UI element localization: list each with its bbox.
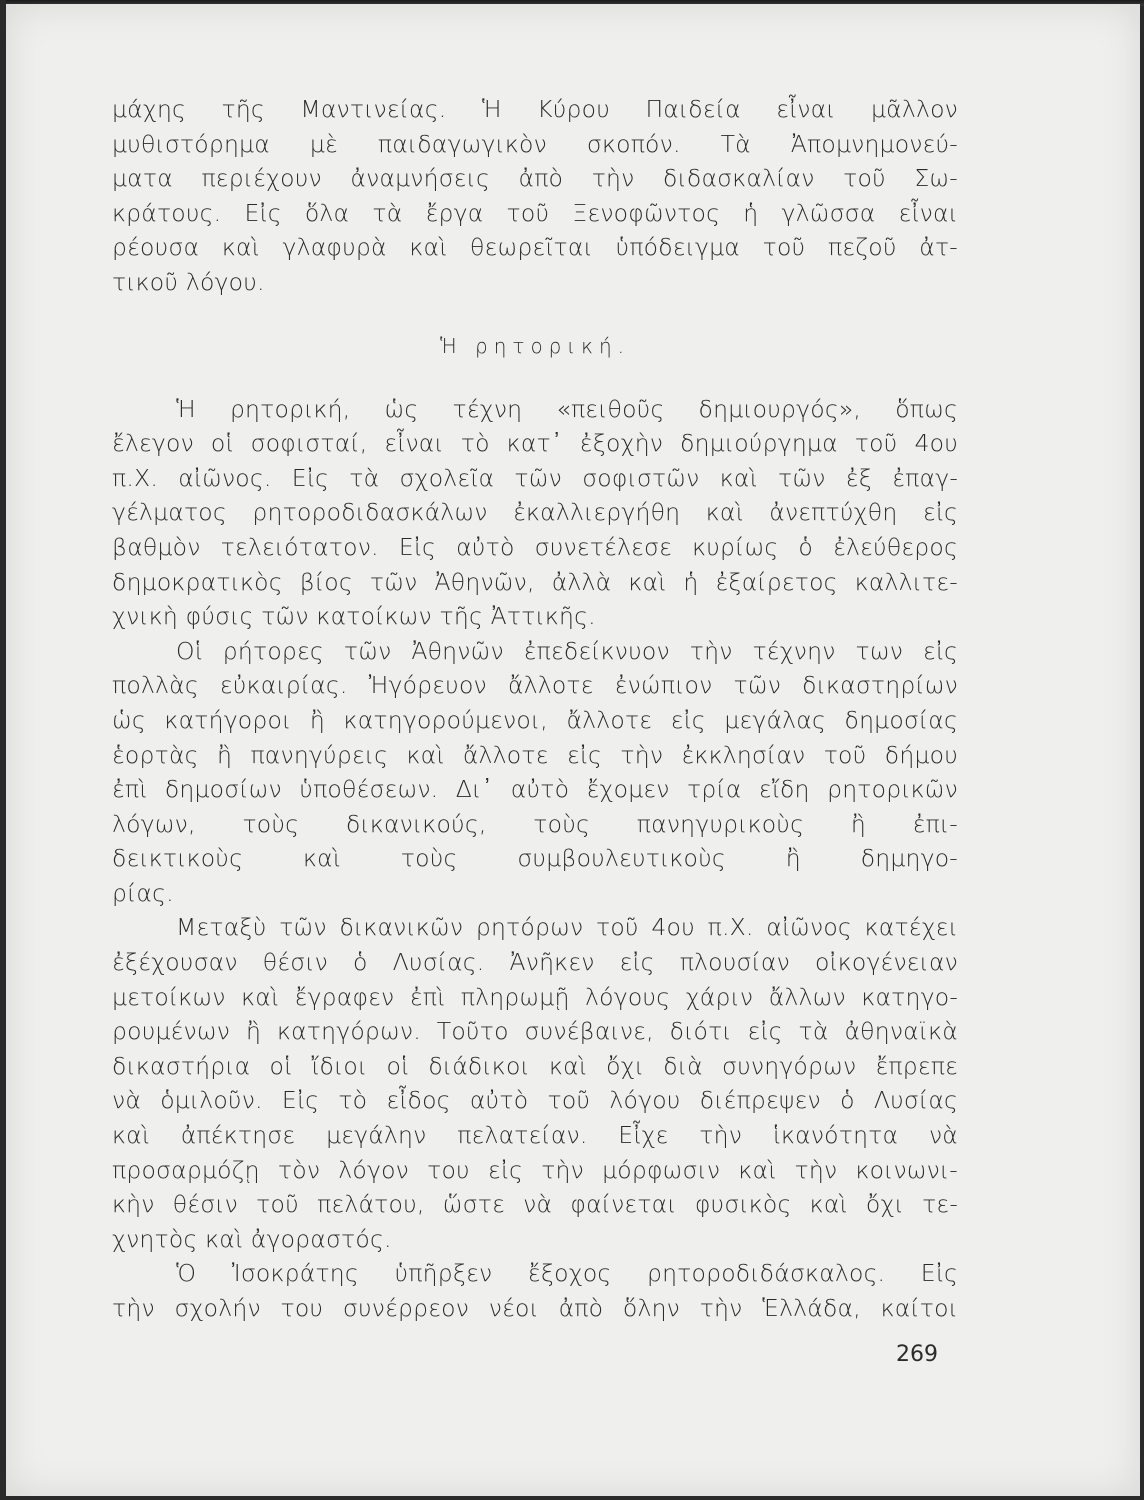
text-line: δεικτικοὺς καὶ τοὺς συμβουλευτικοὺς ἢ δημηγο-: [112, 844, 958, 873]
paragraph-top: [112, 92, 958, 300]
text-line: ματα περιέχουν ἀναμνήσεις ἀπὸ τὴν διδασκαλίαν τοῦ Σω-: [112, 164, 958, 193]
text-line: ἑορτὰς ἢ πανηγύρεις καὶ ἄλλοτε εἰς τὴν ἐκκλησίαν τοῦ δήμου: [112, 740, 958, 769]
text-line: ρίας.: [112, 878, 174, 907]
text-line: μάχης τῆς Μαντινείας. Ἡ Κύρου Παιδεία εἶναι μᾶλλον: [112, 95, 958, 123]
paragraph-2: [112, 634, 958, 911]
text-line: λόγων, τοὺς δικανικούς, τοὺς πανηγυρικοὺς ἢ ἐπι-: [112, 809, 958, 838]
text-line: μυθιστόρημα μὲ παιδαγωγικὸν σκοπόν. Τὰ Ἀπομνημονεύ-: [112, 129, 958, 158]
text-line: δικαστήρια οἱ ἴδιοι οἱ διάδικοι καὶ ὄχι διὰ συνηγόρων ἔπρεπε: [112, 1051, 958, 1080]
page-number: 269: [896, 1342, 938, 1367]
text-line: προσαρμόζῃ τὸν λόγον του εἰς τὴν μόρφωσιν καὶ τὴν κοινωνι-: [112, 1155, 958, 1184]
paragraph-4: [112, 1256, 958, 1325]
section-heading: Ἡ ρητορική.: [439, 333, 631, 358]
text-line: γέλματος ρητοροδιδασκάλων ἐκαλλιεργήθη καὶ ἀνεπτύχθη εἰς: [112, 498, 958, 527]
page-text: [112, 92, 958, 1326]
text-line: π.Χ. αἰῶνος. Εἰς τὰ σχολεῖα τῶν σοφιστῶν καὶ τῶν ἐξ ἐπαγ-: [112, 463, 958, 492]
paragraph-1: [112, 392, 958, 634]
text-line: δημοκρατικὸς βίος τῶν Ἀθηνῶν, ἀλλὰ καὶ ἡ ἐξαίρετος καλλιτε-: [112, 567, 958, 596]
text-line: ἔλεγον οἱ σοφισταί, εἶναι τὸ κατ᾽ ἐξοχὴν δημιούργημα τοῦ 4ου: [112, 429, 958, 458]
text-line: ρουμένων ἢ κατηγόρων. Τοῦτο συνέβαινε, διότι εἰς τὰ ἀθηναϊκὰ: [112, 1017, 958, 1046]
text-line: μετοίκων καὶ ἔγραφεν ἐπὶ πληρωμῇ λόγους χάριν ἄλλων κατηγο-: [112, 982, 958, 1011]
text-line: ρέουσα καὶ γλαφυρὰ καὶ θεωρεῖται ὑπόδειγμα τοῦ πεζοῦ ἀτ-: [112, 233, 958, 262]
text-line: κὴν θέσιν τοῦ πελάτου, ὥστε νὰ φαίνεται φυσικὸς καὶ ὄχι τε-: [112, 1190, 958, 1219]
text-line: Ἡ ρητορική, ὡς τέχνη «πειθοῦς δημιουργός», ὅπως: [176, 394, 958, 423]
text-line: ἐξέχουσαν θέσιν ὁ Λυσίας. Ἀνῆκεν εἰς πλουσίαν οἰκογένειαν: [112, 948, 958, 977]
text-line: Μεταξὺ τῶν δικανικῶν ρητόρων τοῦ 4ου π.Χ. αἰῶνος κατέχει: [176, 913, 958, 942]
text-line: τικοῦ λόγου.: [112, 267, 265, 296]
text-line: Ὁ Ἰσοκράτης ὑπῆρξεν ἔξοχος ρητοροδιδάσκαλος. Εἰς: [176, 1259, 958, 1288]
text-line: πολλὰς εὐκαιρίας. Ἠγόρευον ἄλλοτε ἐνώπιον τῶν δικαστηρίων: [112, 671, 958, 700]
text-line: ἐπὶ δημοσίων ὑποθέσεων. Δι᾽ αὐτὸ ἔχομεν τρία εἴδη ρητορικῶν: [112, 775, 958, 804]
paragraph-3: [112, 910, 958, 1256]
text-line: νὰ ὁμιλοῦν. Εἰς τὸ εἶδος αὐτὸ τοῦ λόγου διέπρεψεν ὁ Λυσίας: [112, 1086, 958, 1115]
text-line: χνικὴ φύσις τῶν κατοίκων τῆς Ἀττικῆς.: [112, 602, 596, 631]
text-line: χνητὸς καὶ ἀγοραστός.: [112, 1224, 392, 1253]
text-line: κράτους. Εἰς ὅλα τὰ ἔργα τοῦ Ξενοφῶντος ἡ γλῶσσα εἶναι: [112, 198, 958, 227]
text-line: Οἱ ρήτορες τῶν Ἀθηνῶν ἐπεδείκνυον τὴν τέχνην των εἰς: [176, 636, 958, 665]
text-line: βαθμὸν τελειότατον. Εἰς αὐτὸ συνετέλεσε κυρίως ὁ ἐλεύθερος: [112, 532, 958, 561]
text-line: ὡς κατήγοροι ἢ κατηγορούμενοι, ἄλλοτε εἰς μεγάλας δημοσίας: [112, 705, 958, 734]
book-page: [6, 4, 1140, 1496]
text-line: καὶ ἀπέκτησε μεγάλην πελατείαν. Εἶχε τὴν ἱκανότητα νὰ: [112, 1121, 958, 1150]
text-line: τὴν σχολήν του συνέρρεον νέοι ἀπὸ ὅλην τὴν Ἑλλάδα, καίτοι: [112, 1294, 958, 1322]
